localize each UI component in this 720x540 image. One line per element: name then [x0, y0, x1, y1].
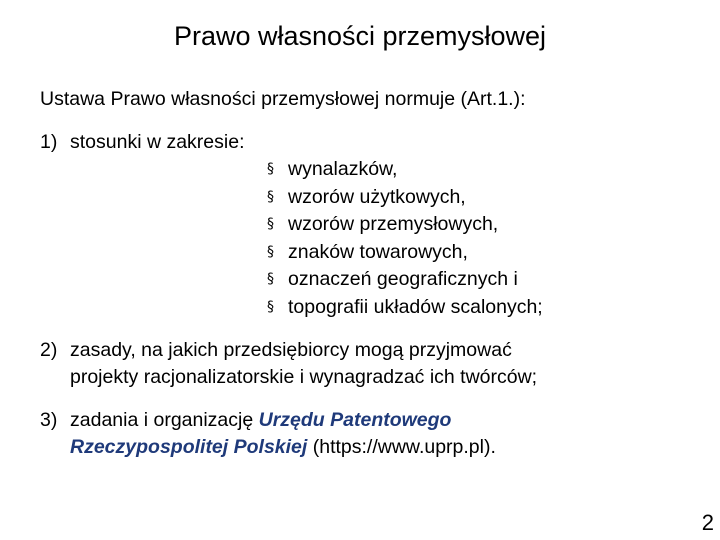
page-number: 2	[701, 510, 714, 535]
item-text-line-2: projekty racjonalizatorskie i wynagradzać ich twórców;	[70, 366, 538, 388]
item-text-line-2	[70, 434, 700, 461]
section-bullet-icon: §	[267, 271, 274, 287]
item-number: 1)	[40, 131, 58, 153]
section-bullet-icon: §	[267, 216, 274, 232]
section-bullet-icon: §	[267, 161, 274, 177]
bullet-item	[267, 266, 700, 294]
bullet-item	[267, 184, 700, 212]
list-item-3	[40, 407, 700, 461]
slide-content	[40, 86, 700, 461]
list-item-2	[40, 337, 700, 391]
item-text-prefix: zadania i organizację	[70, 409, 259, 431]
item-number: 3)	[40, 409, 58, 431]
item-number: 2)	[40, 339, 58, 361]
bullet-text: oznaczeń geograficznych i	[288, 268, 518, 290]
intro-suffix: normuje (Art.1.):	[379, 88, 526, 110]
bullet-text: wzorów przemysłowych,	[288, 213, 499, 235]
section-bullet-icon: §	[267, 188, 274, 205]
section-bullet-icon: §	[267, 298, 274, 315]
bullet-item	[267, 239, 700, 267]
intro-line	[40, 86, 700, 113]
item-text-line-1: zasady, na jakich przedsiębiorcy mogą przyjmować	[70, 339, 512, 361]
section-bullet-icon: §	[267, 243, 274, 260]
bullet-text: wzorów użytkowych,	[288, 185, 466, 208]
bullet-item	[267, 156, 700, 184]
office-name-highlight: Rzeczypospolitej Polskiej	[70, 436, 308, 458]
bullet-list	[70, 156, 700, 321]
bullet-item	[267, 294, 700, 322]
bullet-text: topografii układów scalonych;	[288, 295, 543, 318]
page-title: Prawo własności przemysłowej	[173, 21, 547, 51]
item-text: stosunki w zakresie:	[70, 131, 245, 153]
office-url-text: (https://www.uprp.pl).	[307, 436, 496, 458]
bullet-text: znaków towarowych,	[288, 240, 468, 263]
bullet-item	[267, 211, 700, 239]
law-name: Prawo własności przemysłowej	[110, 88, 380, 110]
office-name-highlight: Urzędu Patentowego	[258, 409, 452, 431]
bullet-text: wynalazków,	[288, 158, 398, 180]
list-item-1	[40, 129, 700, 321]
item-text-line-1	[70, 407, 700, 434]
intro-prefix: Ustawa	[40, 88, 111, 110]
